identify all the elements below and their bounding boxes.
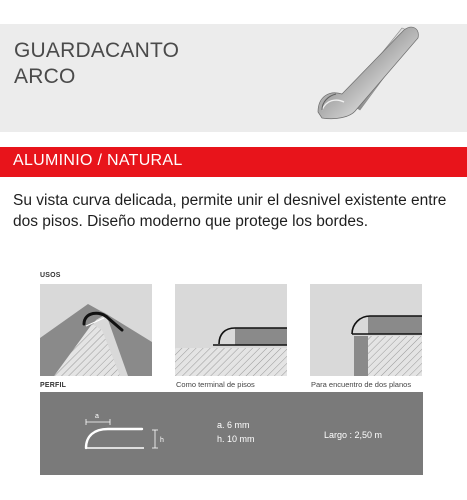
usage-tile-two-planes bbox=[310, 284, 422, 376]
length-spec: Largo : 2,50 m bbox=[324, 430, 383, 440]
usage-caption-two-planes: Para encuentro de dos planos bbox=[311, 380, 412, 389]
product-header bbox=[0, 24, 467, 132]
usos-label: USOS bbox=[40, 272, 61, 279]
usage-tile-corner bbox=[40, 284, 152, 376]
profile-panel bbox=[40, 392, 423, 475]
dim-h-symbol: h bbox=[160, 437, 164, 444]
product-description: Su vista curva delicada, permite unir el desnivel existente entre dos pisos. Diseño moderno que protege los bordes. bbox=[13, 192, 447, 230]
product-title-line2: ARCO bbox=[14, 65, 76, 88]
material-band bbox=[0, 147, 467, 177]
dim-a-symbol: a bbox=[95, 413, 99, 420]
product-title bbox=[14, 38, 179, 90]
usage-tile-floor-terminal bbox=[175, 284, 287, 376]
product-title-line1: GUARDACANTO bbox=[14, 39, 180, 62]
material-label: ALUMINIO / NATURAL bbox=[13, 152, 183, 169]
product-image bbox=[312, 24, 422, 132]
dimension-h: h. 10 mm bbox=[217, 434, 255, 444]
usage-caption-floor-terminal: Como terminal de pisos bbox=[176, 380, 255, 389]
perfil-label: PERFIL bbox=[40, 382, 67, 389]
dimension-a: a. 6 mm bbox=[217, 420, 250, 430]
